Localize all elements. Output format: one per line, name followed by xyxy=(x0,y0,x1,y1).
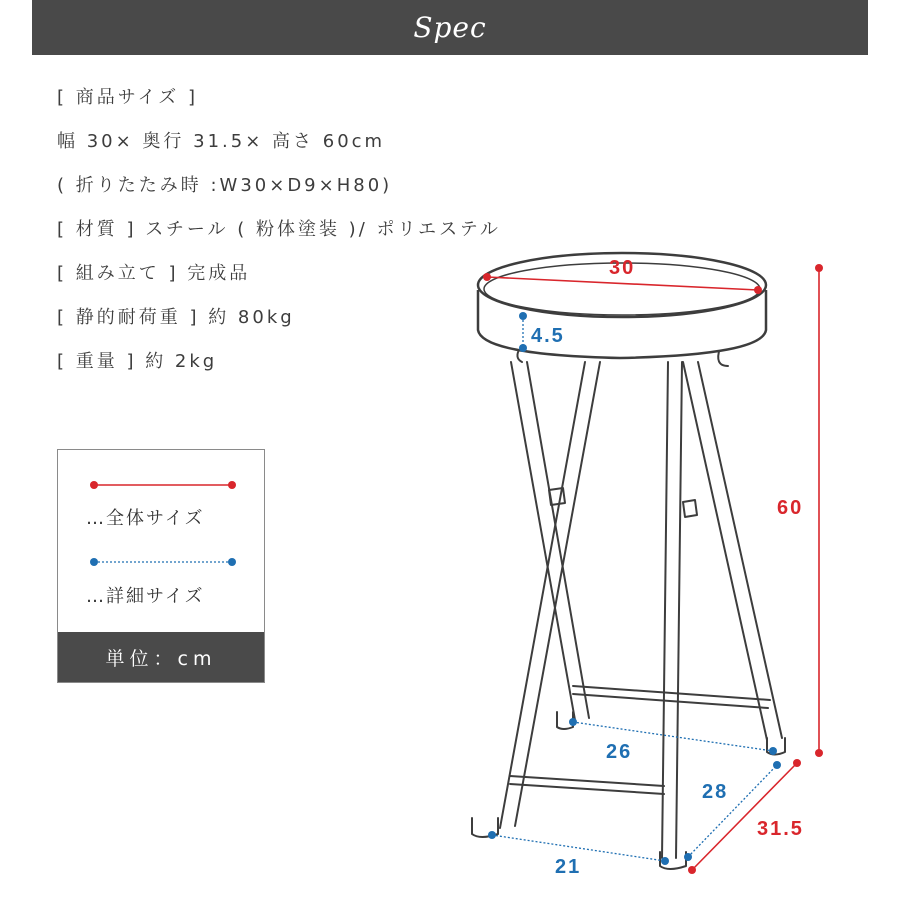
seat-thickness-label: 4.5 xyxy=(531,325,565,347)
total-depth-label: 31.5 xyxy=(757,818,804,840)
legend-overall-label: …全体サイズ xyxy=(86,508,205,529)
spec-line-folded: ( 折りたたみ時 :W30×D9×H80) xyxy=(57,175,393,196)
seat-diameter-label: 30 xyxy=(609,257,636,279)
legend-detail-label: …詳細サイズ xyxy=(86,586,205,607)
header-title: Spec xyxy=(413,11,487,44)
back-width-label: 26 xyxy=(606,741,633,763)
spec-line-size-heading: [ 商品サイズ ] xyxy=(57,87,199,108)
spec-line-weight: [ 重量 ] 約 2kg xyxy=(57,351,218,372)
front-width-label: 21 xyxy=(555,856,582,878)
unit-label: 単位：cm xyxy=(58,632,264,682)
spec-line-material: [ 材質 ] スチール ( 粉体塗装 )/ ポリエステル xyxy=(57,219,501,240)
spec-line-assembly: [ 組み立て ] 完成品 xyxy=(57,263,251,284)
spec-line-load: [ 静的耐荷重 ] 約 80kg xyxy=(57,307,295,328)
spec-line-dimensions: 幅 30× 奥行 31.5× 高さ 60cm xyxy=(57,131,386,152)
side-depth-label: 28 xyxy=(702,781,729,803)
height-label: 60 xyxy=(777,497,804,519)
